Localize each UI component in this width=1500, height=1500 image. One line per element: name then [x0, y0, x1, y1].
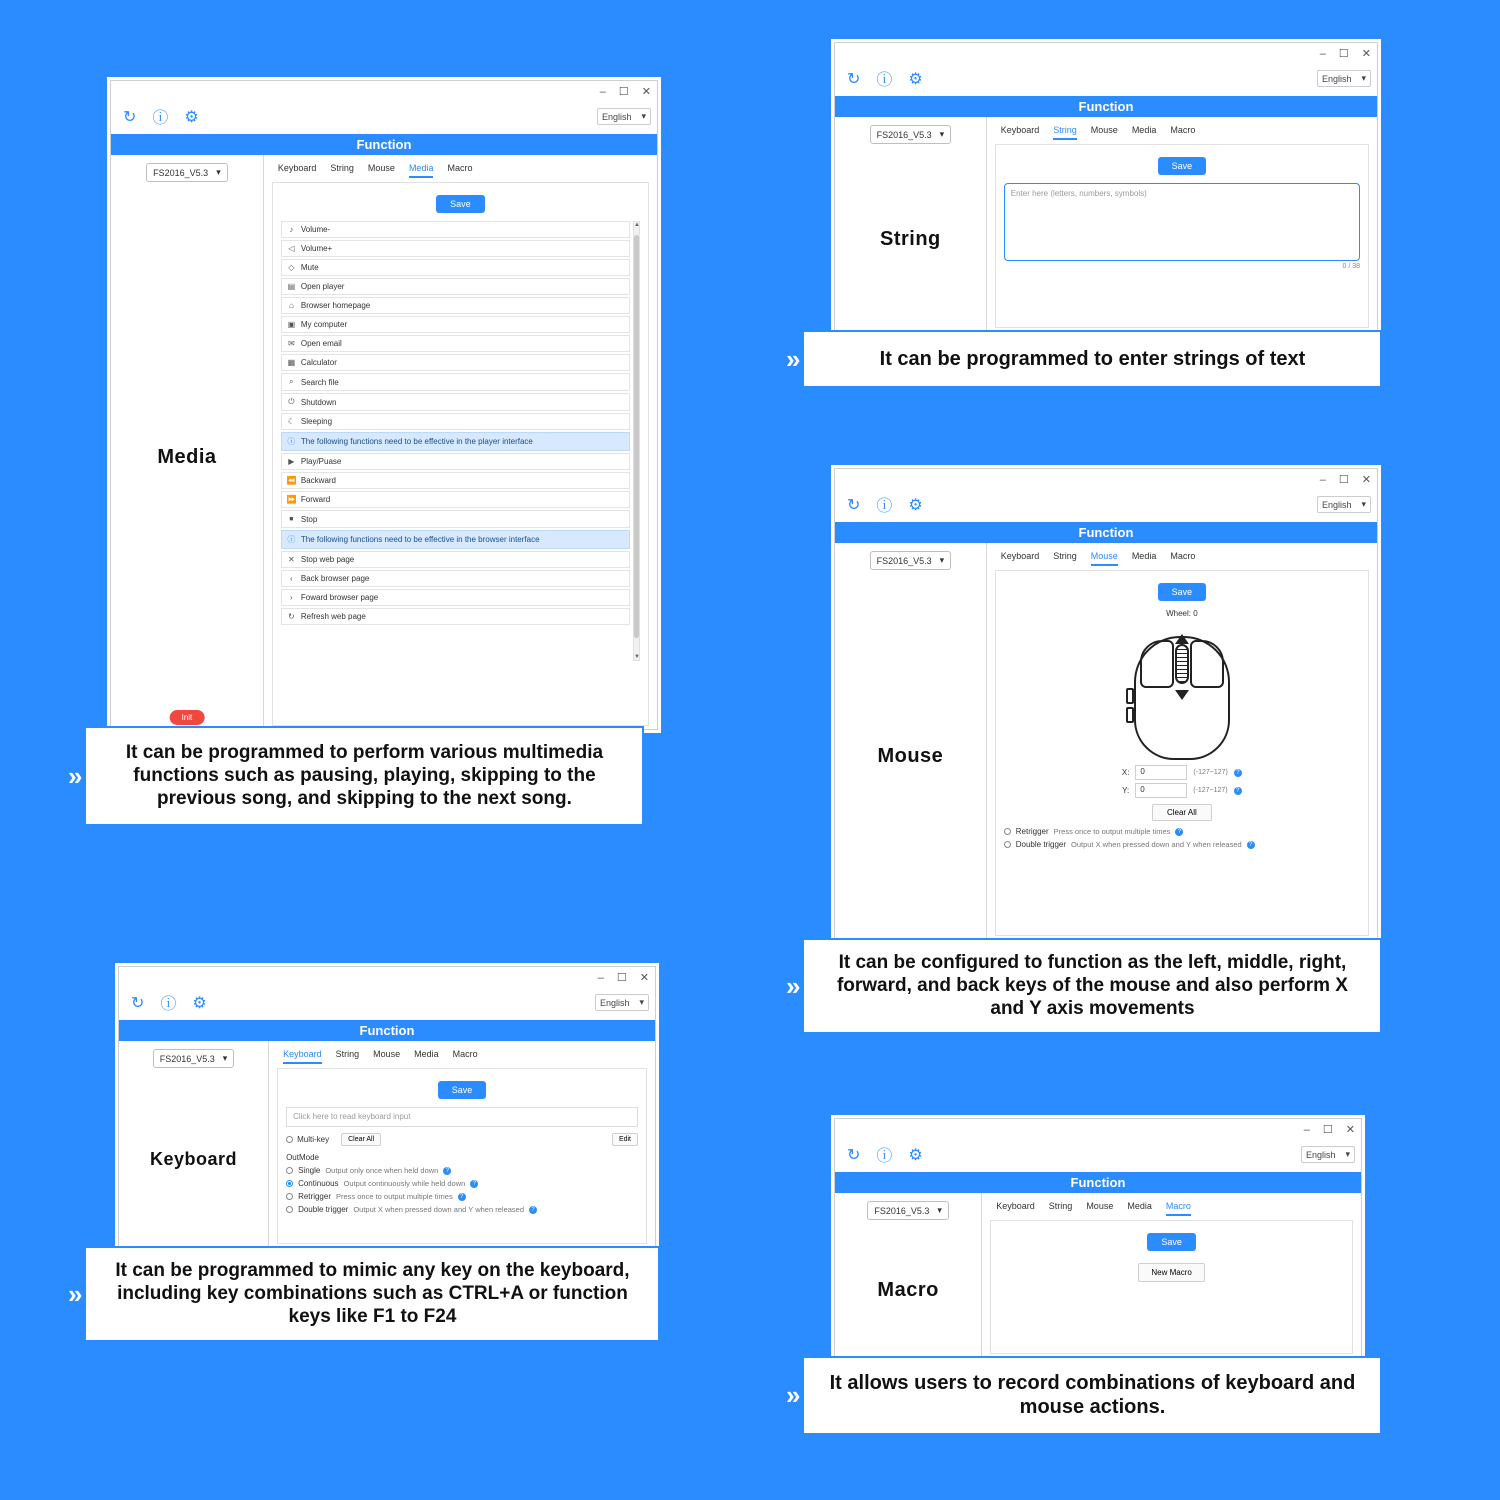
- mouse-right-button[interactable]: [1190, 640, 1224, 688]
- tab-string[interactable]: String: [335, 1049, 360, 1059]
- mouse-panel: [995, 570, 1369, 936]
- tab-mouse[interactable]: Mouse: [373, 1049, 401, 1059]
- device-select[interactable]: [867, 1201, 949, 1220]
- titlebar: [111, 81, 657, 103]
- media-function-row[interactable]: [281, 335, 630, 352]
- row-label: Volume+: [300, 244, 333, 253]
- media-function-row[interactable]: [281, 240, 630, 257]
- row-icon: ◁: [288, 244, 295, 253]
- app-window-mouse: [834, 468, 1378, 940]
- media-function-row[interactable]: [281, 297, 630, 314]
- sidebar: [119, 1041, 269, 1251]
- scroll-up-icon[interactable]: ▲: [634, 222, 640, 228]
- toolbar: [835, 65, 1377, 96]
- tab-macro[interactable]: Macro: [447, 163, 473, 173]
- gear-icon[interactable]: ⚙: [192, 994, 207, 1012]
- option-row[interactable]: [286, 1205, 638, 1214]
- gear-icon[interactable]: ⚙: [908, 1146, 923, 1164]
- wheel-up-icon[interactable]: [1175, 634, 1189, 644]
- media-function-row[interactable]: [281, 393, 630, 411]
- row-icon: ⏪: [286, 476, 297, 485]
- help-icon[interactable]: ?: [1247, 841, 1255, 849]
- gear-icon[interactable]: ⚙: [184, 108, 199, 126]
- row-label: Sleeping: [300, 417, 333, 426]
- minimize-icon[interactable]: –: [597, 971, 604, 984]
- mouse-left-button[interactable]: [1140, 640, 1174, 688]
- row-icon: ▤: [287, 282, 296, 291]
- window-body: [835, 117, 1377, 335]
- option-row[interactable]: [286, 1166, 638, 1175]
- device-select[interactable]: [153, 1049, 235, 1068]
- minimize-icon[interactable]: –: [1319, 473, 1326, 486]
- caption-macro-wrap: [786, 1358, 1422, 1433]
- option-description: Output only once when held down: [325, 1166, 439, 1175]
- language-value: English: [599, 997, 630, 1008]
- tab-macro[interactable]: Macro: [1170, 551, 1196, 561]
- minimize-icon[interactable]: –: [1303, 1123, 1310, 1136]
- row-icon: ♪: [289, 225, 294, 234]
- media-panel: [272, 182, 649, 726]
- row-label: Mute: [300, 263, 319, 272]
- row-icon: ⌂: [288, 301, 294, 310]
- device-value: FS2016_V5.3: [876, 555, 932, 566]
- scroll-thumb[interactable]: [634, 235, 639, 638]
- mouse-wheel[interactable]: [1175, 644, 1189, 684]
- media-function-row[interactable]: [281, 510, 630, 528]
- tab-mouse[interactable]: Mouse: [1086, 1201, 1114, 1211]
- outmode-label: OutMode: [286, 1153, 319, 1162]
- option-description: Output X when pressed down and Y when released: [353, 1205, 525, 1214]
- chevron-marker: »: [786, 344, 795, 375]
- y-range-label: (-127~127): [1193, 787, 1228, 794]
- toolbar: [835, 491, 1377, 522]
- row-label: Shutdown: [300, 397, 337, 407]
- row-label: Open email: [300, 339, 342, 348]
- keyboard-panel: [277, 1068, 647, 1244]
- help-icon[interactable]: ⓘ: [152, 110, 169, 127]
- close-icon[interactable]: ✕: [1361, 47, 1371, 60]
- help-icon[interactable]: ⓘ: [876, 498, 893, 515]
- row-icon: ›: [290, 593, 293, 602]
- row-label: Calculator: [300, 358, 337, 367]
- tab-string[interactable]: String: [1048, 1201, 1073, 1211]
- section-label: Keyboard: [150, 1149, 238, 1169]
- media-function-row[interactable]: [281, 491, 630, 508]
- scrollbar[interactable]: [633, 221, 640, 661]
- save-button[interactable]: Save: [438, 1081, 487, 1099]
- macro-panel: [990, 1220, 1353, 1354]
- chevron-down-icon: ▾: [222, 1053, 228, 1063]
- chevron-down-icon: ▾: [937, 1205, 942, 1215]
- help-icon[interactable]: ⓘ: [876, 72, 893, 89]
- tab-string[interactable]: String: [330, 163, 354, 173]
- tab-macro[interactable]: Macro: [1166, 1201, 1191, 1216]
- close-icon[interactable]: ✕: [639, 971, 649, 984]
- x-axis-row: [1004, 765, 1360, 780]
- titlebar: [119, 967, 655, 989]
- row-label: Volume-: [300, 225, 331, 234]
- app-window-macro: [834, 1118, 1362, 1358]
- row-label: Open player: [300, 282, 345, 291]
- new-macro-button[interactable]: New Macro: [1138, 1263, 1204, 1282]
- row-icon: ▦: [287, 358, 296, 367]
- function-title: Function: [835, 1172, 1361, 1193]
- tab-bar: [995, 543, 1369, 570]
- refresh-icon[interactable]: ↻: [847, 1146, 861, 1164]
- tab-media[interactable]: Media: [414, 1049, 439, 1059]
- tab-keyboard[interactable]: Keyboard: [277, 163, 317, 173]
- main-pane: [269, 1041, 655, 1251]
- help-icon[interactable]: ?: [1234, 787, 1242, 795]
- x-label: X:: [1121, 768, 1130, 777]
- option-label: Continuous: [298, 1179, 339, 1188]
- caption-media-wrap: [68, 728, 700, 824]
- device-value: FS2016_V5.3: [874, 1205, 930, 1216]
- option-row[interactable]: [286, 1179, 638, 1188]
- help-icon[interactable]: ⓘ: [876, 1148, 893, 1165]
- media-function-row[interactable]: [281, 354, 630, 371]
- help-icon[interactable]: ?: [1175, 828, 1183, 836]
- media-function-row[interactable]: [281, 316, 630, 333]
- keyboard-input[interactable]: Click here to read keyboard input: [286, 1107, 638, 1127]
- language-select[interactable]: [1301, 1146, 1355, 1163]
- titlebar: [835, 469, 1377, 491]
- chevron-down-icon: ▾: [939, 129, 945, 139]
- tab-media[interactable]: Media: [1131, 551, 1157, 561]
- mouse-back-button[interactable]: [1126, 707, 1134, 723]
- app-window-keyboard: [118, 966, 656, 1248]
- tab-keyboard[interactable]: Keyboard: [1000, 125, 1040, 135]
- chevron-down-icon: ▾: [1361, 499, 1366, 509]
- sidebar: [835, 1193, 982, 1361]
- help-icon[interactable]: ?: [529, 1206, 537, 1214]
- tab-mouse[interactable]: Mouse: [1090, 125, 1118, 135]
- save-button[interactable]: Save: [1158, 157, 1207, 175]
- language-select[interactable]: [597, 108, 651, 125]
- tab-keyboard[interactable]: Keyboard: [283, 1049, 322, 1064]
- function-title: Function: [835, 522, 1377, 543]
- row-label: Back browser page: [300, 574, 370, 583]
- radio-icon[interactable]: [1004, 828, 1011, 835]
- main-pane: [264, 155, 657, 733]
- device-value: FS2016_V5.3: [153, 167, 209, 178]
- row-icon: ☾: [287, 417, 295, 426]
- tab-bar: [990, 1193, 1353, 1220]
- y-label: Y:: [1122, 786, 1130, 795]
- row-label: The following functions need to be effective in the browser interface: [300, 535, 540, 544]
- row-icon: ⓘ: [287, 535, 296, 544]
- option-row[interactable]: [286, 1192, 638, 1201]
- row-label: Search file: [300, 377, 339, 387]
- row-icon: ▣: [287, 320, 296, 329]
- section-label: Mouse: [877, 745, 944, 767]
- language-value: English: [1305, 1149, 1336, 1160]
- device-value: FS2016_V5.3: [159, 1053, 215, 1064]
- tab-bar: [277, 1041, 647, 1068]
- media-function-row[interactable]: [281, 259, 630, 276]
- toolbar: [835, 1141, 1361, 1172]
- app-window-media: [110, 80, 658, 730]
- row-icon: ⏹: [289, 514, 294, 523]
- init-button[interactable]: Init: [170, 710, 205, 725]
- tab-keyboard[interactable]: Keyboard: [996, 1201, 1035, 1211]
- function-title: Function: [111, 134, 657, 155]
- chevron-marker: »: [68, 1278, 77, 1309]
- row-icon: ▶: [288, 457, 295, 466]
- save-button[interactable]: Save: [1147, 1233, 1196, 1251]
- minimize-icon[interactable]: –: [599, 85, 606, 98]
- y-input[interactable]: 0: [1135, 783, 1187, 798]
- sidebar: [835, 543, 987, 943]
- chevron-down-icon: ▾: [1361, 73, 1366, 83]
- refresh-icon[interactable]: ↻: [847, 70, 861, 88]
- char-counter: 0 / 38: [1342, 263, 1360, 270]
- wheel-down-icon[interactable]: [1175, 690, 1189, 700]
- multi-key-checkbox[interactable]: [286, 1135, 329, 1144]
- media-function-row[interactable]: [281, 221, 630, 238]
- chevron-marker: »: [786, 1380, 795, 1411]
- option-description: Output continuously while held down: [343, 1179, 466, 1188]
- mouse-diagram[interactable]: [1122, 622, 1242, 762]
- wheel-value-label: Wheel: 0: [1166, 609, 1198, 618]
- refresh-icon[interactable]: ↻: [123, 108, 137, 126]
- maximize-icon[interactable]: ☐: [1338, 473, 1349, 486]
- row-label: Foward browser page: [300, 593, 379, 602]
- caption-macro: It allows users to record combinations of keyboard and mouse actions.: [804, 1358, 1380, 1433]
- row-label: Browser homepage: [300, 301, 371, 310]
- row-label: Backward: [300, 476, 336, 485]
- y-axis-row: [1004, 783, 1360, 798]
- media-function-row[interactable]: [281, 278, 630, 295]
- caption-keyboard: It can be programmed to mimic any key on the keyboard, including key combinations such as CTRL+A or function keys like F1 to F24: [86, 1248, 658, 1340]
- caption-string: It can be programmed to enter strings of text: [804, 332, 1380, 386]
- gear-icon[interactable]: ⚙: [908, 70, 923, 88]
- tab-macro[interactable]: Macro: [452, 1049, 478, 1059]
- maximize-icon[interactable]: ☐: [618, 85, 629, 98]
- device-select[interactable]: [870, 125, 952, 144]
- maximize-icon[interactable]: ☐: [616, 971, 627, 984]
- chevron-marker: »: [68, 760, 77, 791]
- option-description: Output X when pressed down and Y when released: [1071, 840, 1242, 849]
- x-input[interactable]: 0: [1135, 765, 1187, 780]
- keyboard-options-row: [286, 1133, 638, 1146]
- row-icon: ✉: [288, 339, 295, 348]
- multi-key-label: Multi-key: [297, 1135, 330, 1144]
- gear-icon[interactable]: ⚙: [908, 496, 923, 514]
- minimize-icon[interactable]: –: [1319, 47, 1326, 60]
- window-body: [835, 1193, 1361, 1361]
- toolbar: [119, 989, 655, 1020]
- chevron-down-icon: ▾: [216, 167, 221, 177]
- row-icon: ⌕: [289, 377, 294, 386]
- chevron-down-icon: ▾: [939, 555, 945, 565]
- main-pane: [987, 117, 1377, 335]
- function-title: Function: [835, 96, 1377, 117]
- option-label: Retrigger: [1015, 827, 1049, 836]
- window-body: [835, 543, 1377, 943]
- row-label: Stop: [300, 514, 318, 524]
- chevron-down-icon: ▾: [639, 997, 644, 1007]
- row-label: Refresh web page: [300, 612, 366, 621]
- option-label: Double trigger: [1015, 840, 1066, 849]
- tab-bar: [995, 117, 1369, 144]
- caption-string-wrap: [786, 332, 1422, 386]
- tab-macro[interactable]: Macro: [1170, 125, 1196, 135]
- clear-all-button[interactable]: Clear All: [1152, 804, 1212, 821]
- tab-mouse[interactable]: Mouse: [1091, 551, 1118, 566]
- tab-media[interactable]: Media: [1131, 125, 1157, 135]
- help-icon[interactable]: ?: [458, 1193, 466, 1201]
- refresh-icon[interactable]: ↻: [131, 994, 145, 1012]
- language-value: English: [601, 111, 632, 122]
- tab-media[interactable]: Media: [1127, 1201, 1152, 1211]
- media-function-row[interactable]: [281, 413, 630, 430]
- option-description: Press once to output multiple times: [335, 1192, 453, 1201]
- edit-button[interactable]: Edit: [612, 1133, 638, 1146]
- media-function-row[interactable]: [281, 589, 630, 606]
- panel-string: [786, 14, 1422, 422]
- main-pane: [987, 543, 1377, 943]
- help-icon[interactable]: ?: [1234, 769, 1242, 777]
- media-function-row[interactable]: [281, 472, 630, 489]
- language-value: English: [1321, 73, 1352, 84]
- row-icon: ⏩: [286, 495, 297, 504]
- tab-bar: [272, 155, 649, 182]
- tab-keyboard[interactable]: Keyboard: [1000, 551, 1040, 561]
- row-icon: ↻: [288, 612, 295, 621]
- tab-mouse[interactable]: Mouse: [367, 163, 395, 173]
- row-label: Stop web page: [300, 555, 355, 564]
- device-select[interactable]: [146, 163, 228, 182]
- string-panel: [995, 144, 1369, 328]
- mouse-forward-button[interactable]: [1126, 688, 1134, 704]
- media-note-row: [281, 432, 630, 451]
- row-icon: ⓘ: [287, 437, 296, 446]
- section-label: Macro: [877, 1279, 939, 1301]
- help-icon[interactable]: ⓘ: [160, 996, 177, 1013]
- help-icon[interactable]: ?: [470, 1180, 478, 1188]
- row-icon: ◇: [288, 263, 295, 272]
- clear-all-button[interactable]: Clear All: [341, 1133, 381, 1146]
- toolbar: [111, 103, 657, 134]
- row-label: Forward: [300, 495, 331, 504]
- checkbox-icon: [286, 1136, 293, 1143]
- media-function-row[interactable]: [281, 551, 630, 568]
- caption-media: It can be programmed to perform various multimedia functions such as pausing, playing, skipping to the previous song, and skipping to the next song.: [86, 728, 642, 824]
- radio-icon[interactable]: [286, 1180, 293, 1187]
- radio-icon[interactable]: [286, 1206, 293, 1213]
- sidebar: [111, 155, 264, 733]
- window-body: [111, 155, 657, 733]
- section-label: String: [879, 228, 941, 250]
- chevron-down-icon: ▾: [1345, 1149, 1350, 1159]
- save-button[interactable]: Save: [436, 195, 485, 213]
- media-function-row[interactable]: [281, 373, 630, 391]
- panel-keyboard: [68, 938, 700, 1436]
- row-label: My computer: [300, 320, 348, 329]
- close-icon[interactable]: ✕: [1361, 473, 1371, 486]
- language-select[interactable]: [1317, 70, 1371, 87]
- row-label: The following functions need to be effective in the player interface: [300, 437, 533, 446]
- titlebar: [835, 1119, 1361, 1141]
- string-textarea[interactable]: Enter here (letters, numbers, symbols): [1004, 183, 1360, 261]
- media-function-row[interactable]: [281, 570, 630, 587]
- panel-mouse: [786, 440, 1422, 1064]
- maximize-icon[interactable]: ☐: [1322, 1123, 1333, 1136]
- mouse-side-buttons[interactable]: [1126, 688, 1134, 726]
- tab-media[interactable]: Media: [409, 163, 434, 178]
- language-select[interactable]: [1317, 496, 1371, 513]
- tab-string[interactable]: String: [1053, 125, 1077, 140]
- language-value: English: [1321, 499, 1352, 510]
- option-label: Single: [298, 1166, 321, 1175]
- sidebar: [835, 117, 987, 335]
- row-icon: ⏻: [288, 397, 295, 406]
- x-range-label: (-127~127): [1193, 769, 1228, 776]
- media-function-row[interactable]: [281, 453, 630, 470]
- caption-keyboard-wrap: [68, 1248, 700, 1340]
- caption-mouse-wrap: [786, 940, 1422, 1032]
- device-select[interactable]: [870, 551, 952, 570]
- language-select[interactable]: [595, 994, 649, 1011]
- radio-icon[interactable]: [1004, 841, 1011, 848]
- refresh-icon[interactable]: ↻: [847, 496, 861, 514]
- close-icon[interactable]: ✕: [641, 85, 651, 98]
- radio-icon[interactable]: [286, 1193, 293, 1200]
- close-icon[interactable]: ✕: [1345, 1123, 1355, 1136]
- radio-icon[interactable]: [286, 1167, 293, 1174]
- save-button[interactable]: Save: [1158, 583, 1207, 601]
- chevron-marker: »: [786, 970, 795, 1001]
- maximize-icon[interactable]: ☐: [1338, 47, 1349, 60]
- section-label: Media: [157, 446, 217, 468]
- media-note-row: [281, 530, 630, 549]
- panel-macro: [786, 1090, 1422, 1480]
- main-pane: [982, 1193, 1361, 1361]
- media-function-row[interactable]: [281, 608, 630, 625]
- chevron-down-icon: ▾: [641, 111, 646, 121]
- app-window-string: [834, 42, 1378, 332]
- media-function-list[interactable]: [281, 221, 640, 661]
- tab-string[interactable]: String: [1053, 551, 1077, 561]
- function-title: Function: [119, 1020, 655, 1041]
- titlebar: [835, 43, 1377, 65]
- help-icon[interactable]: ?: [443, 1167, 451, 1175]
- row-icon: ✕: [288, 555, 295, 564]
- row-icon: ‹: [290, 574, 293, 583]
- option-label: Retrigger: [298, 1192, 331, 1201]
- panel-media: [68, 52, 700, 876]
- row-label: Play/Puase: [300, 457, 342, 466]
- device-value: FS2016_V5.3: [876, 129, 932, 140]
- window-body: [119, 1041, 655, 1251]
- option-description: Press once to output multiple times: [1053, 827, 1171, 836]
- option-label: Double trigger: [298, 1205, 349, 1214]
- scroll-down-icon[interactable]: ▼: [634, 654, 640, 660]
- option-row[interactable]: [1004, 840, 1360, 849]
- caption-mouse: It can be configured to function as the left, middle, right, forward, and back keys of the mouse and also perform X and Y axis movements: [804, 940, 1380, 1032]
- option-row[interactable]: [1004, 827, 1360, 836]
